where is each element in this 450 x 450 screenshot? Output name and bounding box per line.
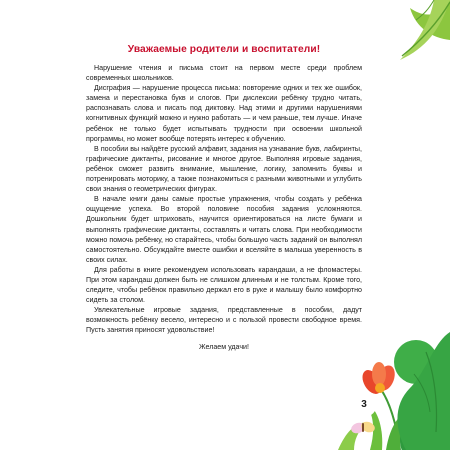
- page-number: 3: [352, 392, 376, 416]
- page-title: Уважаемые родители и воспитатели!: [127, 44, 321, 55]
- text-body: [86, 44, 362, 352]
- paragraph: Дисграфия — нарушение процесса письма: повторение одних и тех же ошибок, замена и перестановка букв и слогов. При дислексии ребёнку трудно читать, распознавать слова и писать под диктовку. Над этими и другими нарушениями когнитивных функций можно и нужно работать — и чем раньше, тем лучше. Иначе ребёнок не только будет испытывать трудности при освоении школьной программы, но может вообще потерять интерес к обучению.: [86, 84, 362, 143]
- paragraph: Нарушение чтения и письма стоит на первом месте среди проблем современных школьников.: [86, 64, 362, 83]
- paragraph: В пособии вы найдёте русский алфавит, задания на узнавание букв, лабиринты, графические диктанты, рисование и многое другое. Выполняя игровые задания, ребёнок сможет развить внимание, мышление, логику, запомнить буквы и потренировать моторику, а также познакомиться с разными животными и углубить свои знания о геометрических фигурах.: [86, 144, 362, 194]
- closing-line: Желаем удачи!: [199, 342, 249, 351]
- leaf-icon: [370, 0, 450, 64]
- paragraph: Для работы в книге рекомендуем использовать карандаши, а не фломастеры. При этом карандаш должен быть не слишком длинным и не толстым. Кроме того, следите, чтобы ребёнок правильно держал его в руке и малышу было комфортно сидеть за столом.: [86, 265, 362, 305]
- paragraph: Увлекательные игровые задания, представленные в пособии, дадут возможность ребёнку весело, интересно и с пользой провести свободное время. Пусть занятия приносят удовольствие!: [86, 306, 362, 335]
- paragraph: В начале книги даны самые простые упражнения, чтобы создать у ребёнка ощущение успеха. Во второй половине пособия задания усложняются. Дошкольник будет штриховать, научится ориентироваться на листе бумаги и выполнять графические диктанты, составлять и читать слова. При необходимости можно помочь ребёнку, но старайтесь, чтобы большую часть заданий он выполнял самостоятельно. Обсуждайте вместе ошибки и вселяйте в малыша уверенность в своих силах.: [86, 195, 362, 264]
